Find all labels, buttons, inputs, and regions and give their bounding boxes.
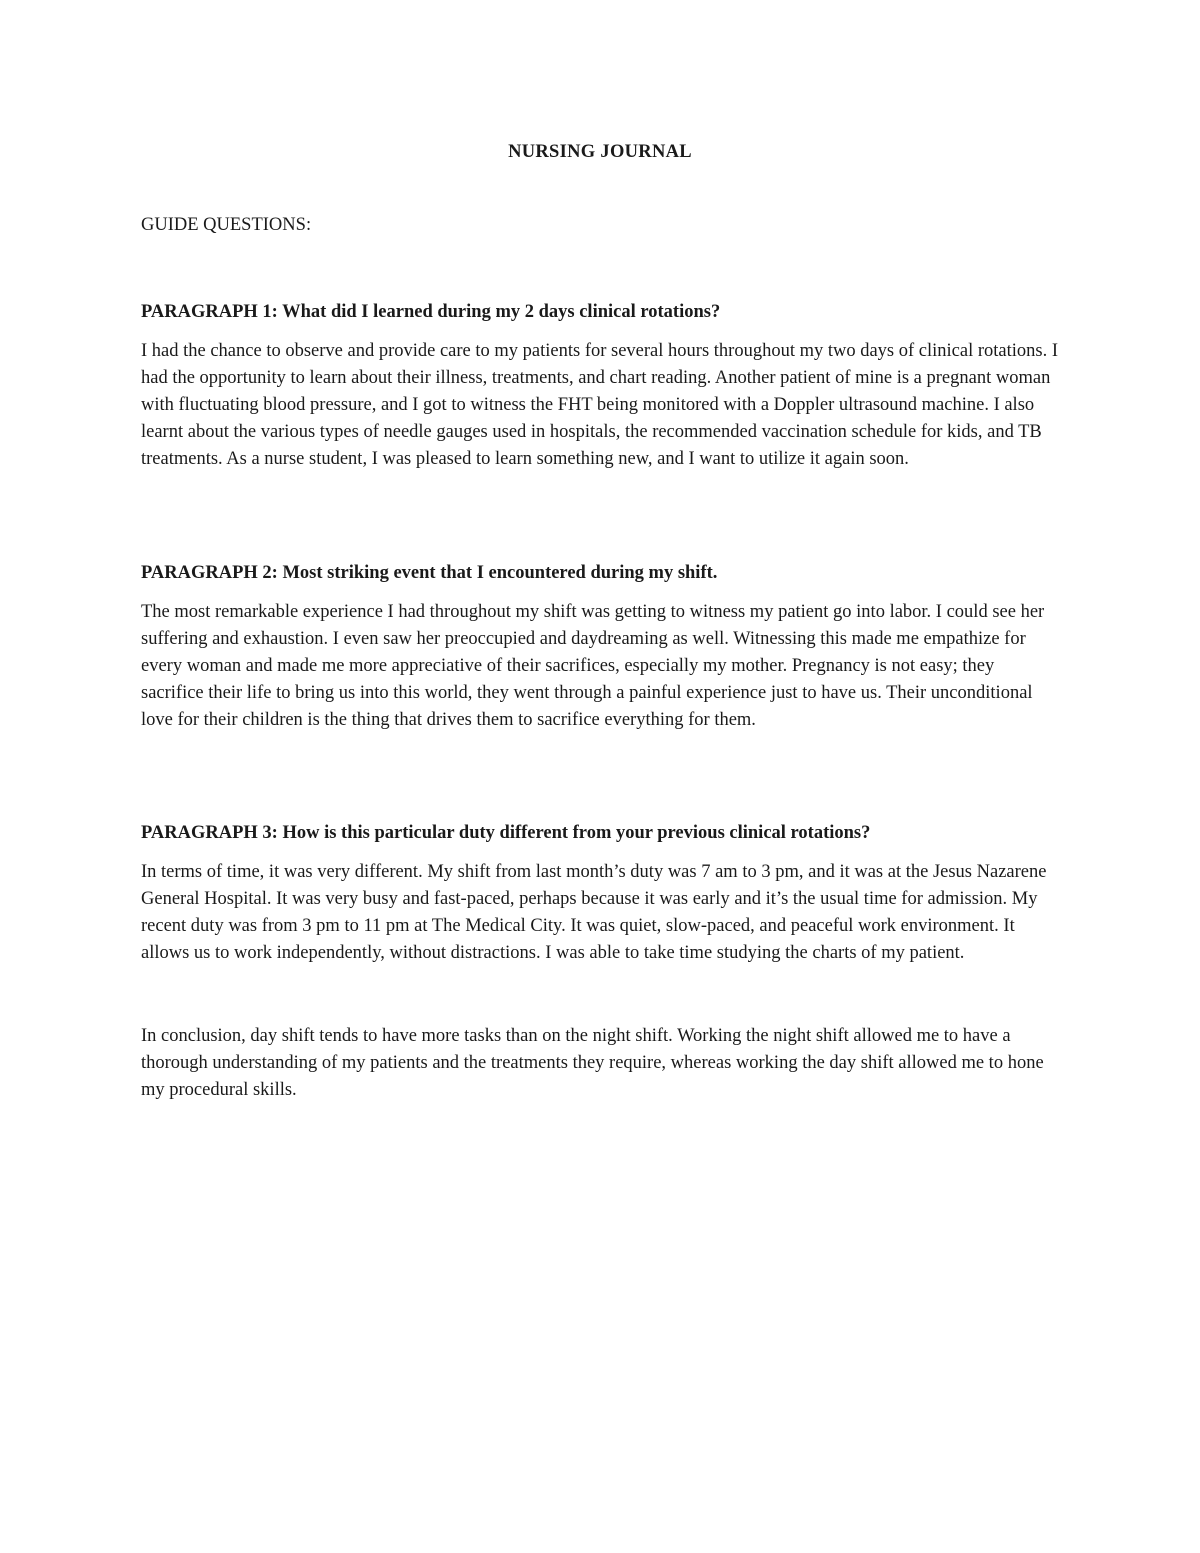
section-body: The most remarkable experience I had throughout my shift was getting to witness my patient go into labor. I could see her suffering and exhaustion. I even saw her preoccupied and daydreaming as well. Witnessing this made me empathize for every woman and made me more appreciative of their sacrifices, especially my mother. Pregnancy is not easy; they sacrifice their life to bring us into this world, they went through a painful experience just to have us. Their unconditional love for their children is the thing that drives them to sacrifice everything for them. xyxy=(141,602,1045,730)
section-paragraph-2 xyxy=(141,560,1059,734)
section-paragraph-3 xyxy=(141,820,1059,967)
section-body: I had the chance to observe and provide care to my patients for several hours throughout my two days of clinical rotations. I had the opportunity to learn about their illness, treatments, and chart reading. Another patient of mine is a pregnant woman with fluctuating blood pressure, and I got to witness the FHT being monitored with a Doppler ultrasound machine. I also learnt about the various types of needle gauges used in hospitals, the recommended vaccination schedule for kids, and TB treatments. As a nurse student, I was pleased to learn something new, and I want to utilize it again soon. xyxy=(141,341,1059,469)
conclusion-paragraph: In conclusion, day shift tends to have more tasks than on the night shift. Working the night shift allowed me to have a thorough understanding of my patients and the treatments they require, whereas working the day shift allowed me to hone my procedural skills. xyxy=(141,1026,1044,1100)
section-heading: PARAGRAPH 2: Most striking event that I encountered during my shift. xyxy=(141,563,718,583)
section-body: In terms of time, it was very different. My shift from last month’s duty was 7 am to 3 pm, and it was at the Jesus Nazarene General Hospital. It was very busy and fast-paced, perhaps because it was early and it’s the usual time for admission. My recent duty was from 3 pm to 11 pm at The Medical City. It was quiet, slow-paced, and peaceful work environment. It allows us to work independently, without distractions. I was able to take time studying the charts of my patient. xyxy=(141,862,1047,963)
section-paragraph-1 xyxy=(141,299,1059,473)
guide-questions-label: GUIDE QUESTIONS: xyxy=(141,215,312,235)
section-heading: PARAGRAPH 3: How is this particular duty different from your previous clinical rotations? xyxy=(141,823,871,843)
document-title: NURSING JOURNAL xyxy=(508,142,692,162)
section-heading: PARAGRAPH 1: What did I learned during my 2 days clinical rotations? xyxy=(141,302,721,322)
